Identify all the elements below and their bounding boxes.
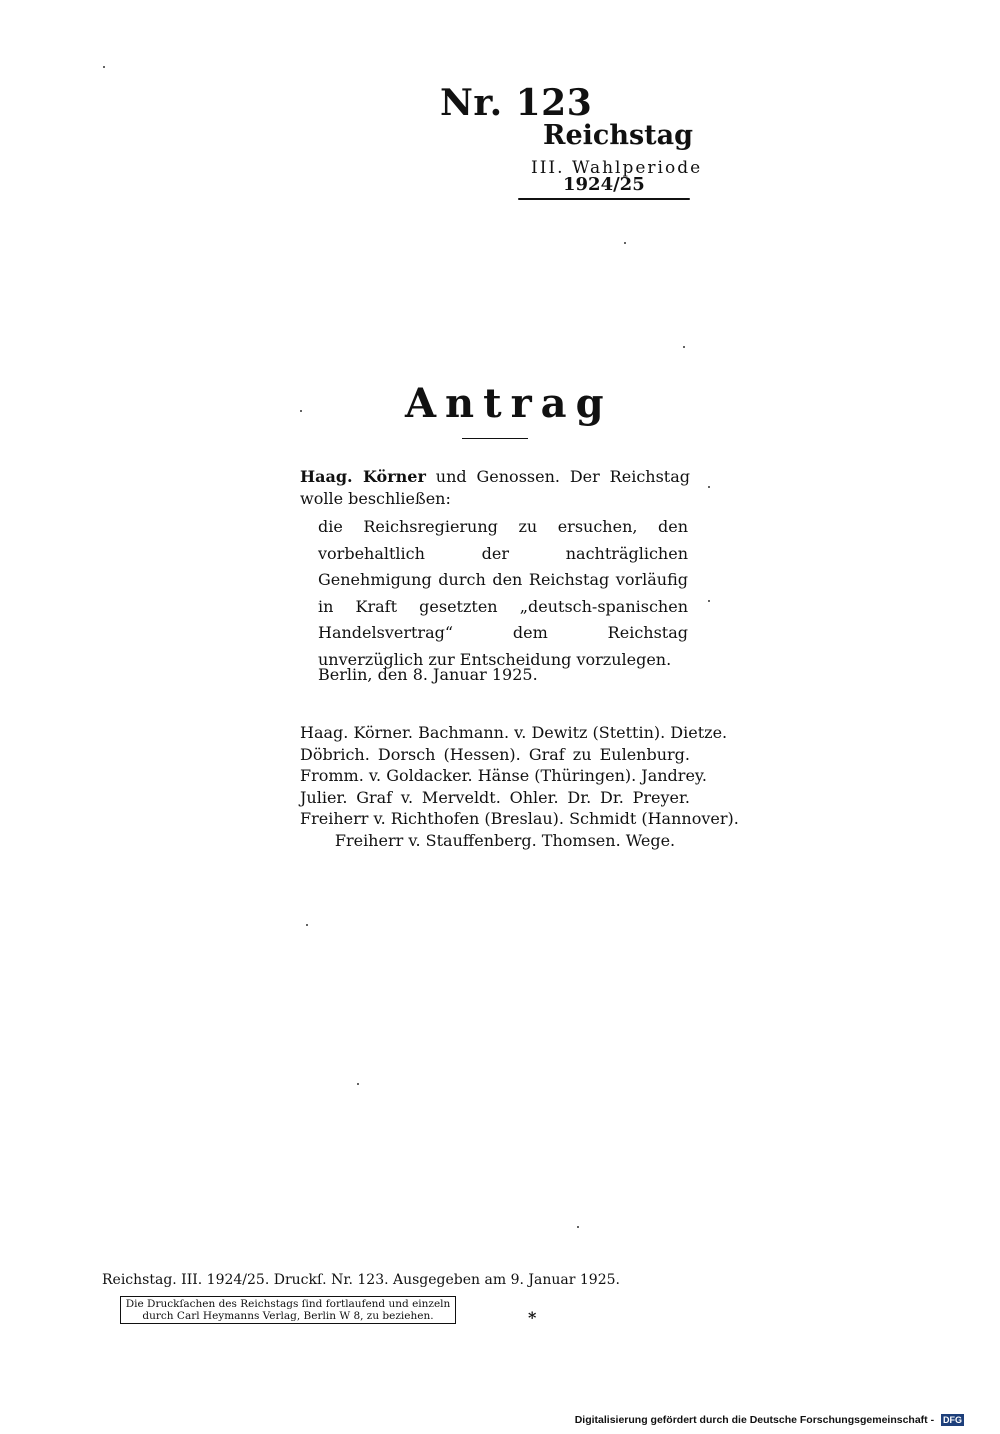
signatory-line: Haag. Körner. Bachmann. v. Dewitz (Stettin). Dietze.	[300, 723, 728, 742]
motion-resolution	[318, 514, 688, 673]
signatory-line: Döbrich. Dorsch (Hessen). Graf zu Eulenburg.	[300, 744, 690, 764]
signatory-list	[300, 722, 739, 851]
document-title: Antrag	[405, 380, 613, 427]
parliament-name: Reichstag	[543, 120, 693, 151]
document-number: Nr. 123	[440, 82, 593, 124]
publisher-notice-line: durch Carl Heymanns Verlag, Berlin W 8, zu beziehen.	[142, 1310, 434, 1322]
signatory-line: Fromm. v. Goldacker. Hänse (Thüringen). Jandrey.	[300, 766, 707, 785]
scan-speck	[708, 600, 710, 602]
scan-speck	[624, 242, 626, 244]
scan-speck	[103, 66, 105, 68]
scan-speck	[708, 486, 710, 488]
signatory-line: Julier. Graf v. Merveldt. Ohler. Dr. Dr. Preyer.	[300, 787, 690, 807]
motion-sponsors: Haag. Körner	[300, 467, 426, 486]
digitization-text: Digitalisierung gefördert durch die Deutsche Forschungsgemeinschaft -	[574, 1414, 935, 1426]
signatory-line: Freiherr v. Stauffenberg. Thomsen. Wege.	[334, 830, 676, 850]
motion-intro	[300, 466, 690, 510]
printer-mark: *	[528, 1308, 537, 1327]
scan-speck	[306, 924, 308, 926]
motion-intro-text: und Genossen. Der Reichstag wolle beschließen:	[300, 467, 690, 508]
dfg-logo: DFG	[943, 1415, 962, 1426]
publisher-notice-line: Die Druckſachen des Reichstags ſind fortlaufend und einzeln	[125, 1298, 451, 1310]
scan-speck	[577, 1226, 579, 1228]
title-rule	[462, 438, 528, 439]
scan-speck	[357, 1083, 359, 1085]
header-rule	[518, 198, 690, 200]
digitization-credit	[575, 1414, 964, 1426]
publisher-notice	[120, 1296, 456, 1324]
electoral-period: III. Wahlperiode	[531, 158, 703, 178]
resolution-text: die Reichsregierung zu ersuchen, den vorbehaltlich der nachträglichen Genehmigung durch den Reichstag vorläufig in Kraft gesetzten „deutsch-spanischen Handelsvertrag“ dem Reichstag unverzüglich zur Entscheidung vorzulegen.	[318, 517, 688, 669]
signatory-line: Freiherr v. Richthofen (Breslau). Schmidt (Hannover).	[300, 809, 739, 828]
place-date: Berlin, den 8. Januar 1925.	[318, 665, 538, 684]
issue-note: Reichstag. III. 1924/25. Druckſ. Nr. 123. Ausgegeben am 9. Januar 1925.	[102, 1272, 620, 1288]
session-years: 1924/25	[563, 174, 645, 195]
scan-speck	[300, 410, 302, 412]
scan-speck	[683, 346, 685, 348]
